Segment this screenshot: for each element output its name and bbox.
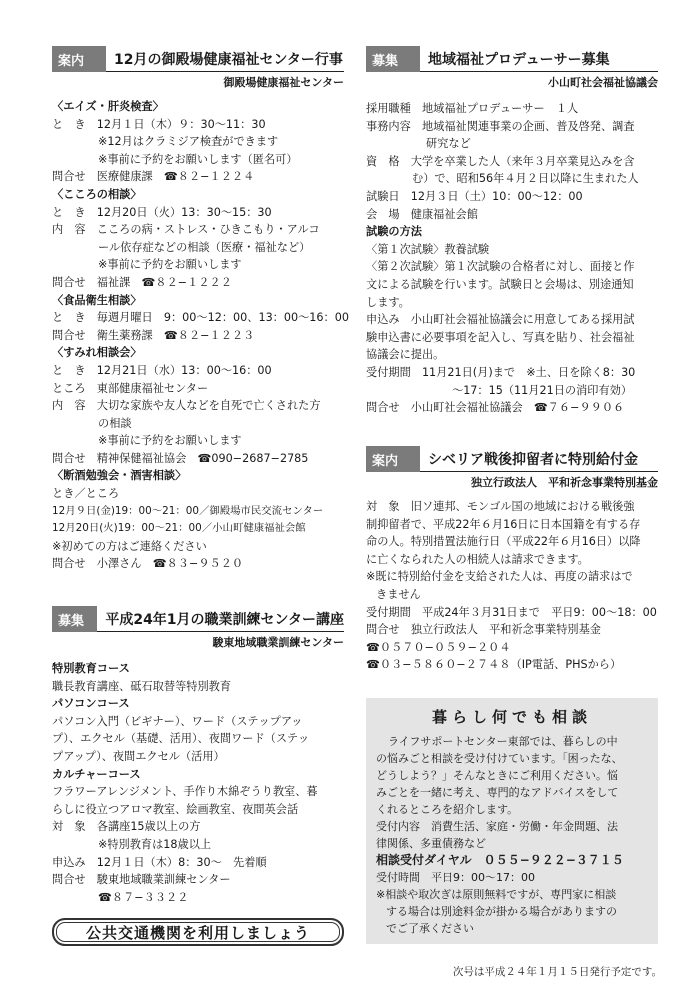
text-line: 対 象 旧ソ連邦、モンゴル国の地域における戦後強 <box>366 500 635 513</box>
heading-danshu: 〈断酒勉強会・酒害相談〉 <box>52 469 187 483</box>
text-line: 問合せ 小山町社会福祉協議会 ☎７６−９９０６ <box>366 401 625 415</box>
public-transport-banner: 公共交通機関を利用しましょう <box>52 918 344 946</box>
text-line: パソコン入門（ビギナー）、ワード（ステップアッ <box>52 714 303 728</box>
section-siberia-benefit <box>366 446 658 674</box>
section-header <box>366 446 658 472</box>
heading-kokoro: 〈こころの相談〉 <box>52 187 142 201</box>
section-tag: 募集 <box>366 46 420 72</box>
text-line: と き 12月21日（水）13：00〜16：00 <box>52 363 272 377</box>
text-line: フラワーアレンジメント、手作り木綿ぞうり教室、暮 <box>52 785 318 799</box>
text-line: ※事前に予約をお願いします <box>98 258 242 272</box>
text-line: プ）、エクセル（基礎、活用）、夜間ワード（ステッ <box>52 732 310 746</box>
text-line: 問合せ 独立行政法人 平和祈念事業特別基金 <box>366 623 601 637</box>
text-line: でご了承ください <box>386 922 474 935</box>
text-line: ール依存症などの相談（医療・福祉など） <box>98 240 311 254</box>
text-line: 問合せ 小澤さん ☎８３−９５２０ <box>52 557 244 571</box>
text-line: 試験日 12月３日（土）10：00〜12：00 <box>366 189 583 203</box>
heading-pc: パソコンコース <box>52 697 130 711</box>
heading-culture: カルチャーコース <box>52 767 141 781</box>
text-line: 申込み 小山町社会福祉協議会に用意してある採用試 <box>366 313 635 327</box>
footer-next-issue: 次号は平成２４年１月１５日発行予定です。 <box>452 966 662 978</box>
heading-sumire: 〈すみれ相談会〉 <box>52 346 142 360</box>
text-line: に亡くなられた人の相続人は請求できます。 <box>366 552 589 566</box>
text-line: ☎８７−３３２２ <box>98 890 189 904</box>
text-line: 受付期間 11月21日(月)まで ※土、日を除く8：30 <box>366 365 636 379</box>
text-line: くれるところを紹介します。 <box>376 803 519 816</box>
section-body <box>52 660 344 906</box>
text-line: 資 格 大学を卒業した人（来年３月卒業見込みを含 <box>366 154 635 168</box>
section-org: 御殿場健康福祉センター <box>223 76 344 89</box>
text-line: 12月９日(金)19：00〜21：00／御殿場市民交流センター <box>52 504 324 517</box>
text-line: どうしよう？」そんなときにご利用ください。悩 <box>376 769 618 782</box>
section-org: 駿東地域職業訓練センター <box>212 636 344 649</box>
text-line: らしに役立つアロマ教室、絵画教室、夜間英会話 <box>52 802 299 816</box>
text-line: 問合せ 衛生薬務課 ☎８２−１２２３ <box>52 328 255 342</box>
text-line: します。 <box>366 295 410 309</box>
text-line: 申込み 12月１日（木）8：30〜 先着順 <box>52 855 267 869</box>
text-line: 〈第２次試験〉第１次試験の合格者に対し、面接と作 <box>366 260 635 274</box>
section-vocational-training <box>52 606 344 906</box>
text-line: と き 12月20日（火）13：30〜15：30 <box>52 205 272 219</box>
text-line: む）で、昭和56年４月２日以降に生まれた人 <box>412 172 639 186</box>
text-line: みごとを一緒に考え、専門的なアドバイスをして <box>376 786 619 799</box>
text-line: 問合せ 精神保健福祉協会 ☎090−2687−2785 <box>52 451 309 465</box>
text-line: ☎０３−５８６０−２７４８（IP電話、PHSから） <box>366 658 622 672</box>
text-line: と き 毎週月曜日 9：00〜12：00、13：00〜16：00 <box>52 311 349 325</box>
text-line: 職長教育講座、砥石取替等特別教育 <box>52 679 232 693</box>
consultation-dial: 相談受付ダイヤル ０５５−９２２−３７１５ <box>376 853 624 867</box>
text-line: 問合せ 駿東地域職業訓練センター <box>52 873 231 887</box>
section-title: 12月の御殿場健康福祉センター行事 <box>106 46 344 72</box>
text-line: とき／ところ <box>52 487 120 501</box>
text-line: 律関係、多重債務など <box>376 837 486 850</box>
section-body <box>366 100 658 417</box>
heading-food: 〈食品衛生相談〉 <box>52 293 142 307</box>
section-title: 平成24年1月の職業訓練センター講座 <box>97 606 344 632</box>
text-line: と き 12月１日（木）９：30〜11：30 <box>52 117 266 131</box>
text-line: プアップ）、夜間エクセル（活用） <box>52 749 225 763</box>
heading-aids: 〈エイズ・肝炎検査〉 <box>52 100 164 113</box>
text-line: 採用職種 地域福祉プロデューサー １人 <box>366 102 579 115</box>
section-org: 独立行政法人 平和祈念事業特別基金 <box>471 476 658 489</box>
text-line: 協議会に提出。 <box>366 348 445 362</box>
text-line: 問合せ 医療健康課 ☎８２−１２２４ <box>52 170 255 184</box>
text-line: 〜17：15（11月21日の消印有効） <box>452 383 633 397</box>
text-line: 受付内容 消費生活、家庭・労働・年金問題、法 <box>376 820 618 833</box>
text-line: ※既に特別給付金を支給された人は、再度の請求はで <box>366 570 633 584</box>
heading-exam-method: 試験の方法 <box>366 225 422 239</box>
text-line: ※12月はクラミジア検査ができます <box>98 135 279 149</box>
section-header <box>366 46 658 72</box>
text-line: の悩みごと相談を受け付けています。「困ったな、 <box>376 752 623 765</box>
section-header <box>52 606 344 632</box>
text-line: ☎０５７０−０５９−２０４ <box>366 640 511 654</box>
text-line: ※特別教育は18歳以上 <box>98 837 212 851</box>
section-gotemba-events <box>52 46 349 573</box>
section-title: シベリア戦後抑留者に特別給付金 <box>420 446 658 472</box>
text-line: ※事前に予約をお願いします（匿名可） <box>98 152 298 166</box>
section-tag: 案内 <box>52 46 106 72</box>
text-line: 験申込書に必要事項を記入し、写真を貼り、社会福祉 <box>366 330 635 344</box>
text-line: 受付期間 平成24年３月31日まで 平日9：00〜18：00 <box>366 605 657 619</box>
heading-special: 特別教育コース <box>52 662 130 675</box>
section-welfare-producer <box>366 46 658 417</box>
section-body <box>366 498 658 674</box>
text-line: 文による試験を行います。試験日と会場は、別途通知 <box>366 277 634 291</box>
text-line: 研究など <box>426 137 471 151</box>
life-consultation-box <box>366 698 658 944</box>
text-line: 12月20日(火)19：00〜21：00／小山町健康福祉会館 <box>52 522 306 535</box>
section-tag: 募集 <box>52 606 97 632</box>
text-line: 対 象 各講座15歳以上の方 <box>52 820 201 834</box>
text-line: ライフサポートセンター東部では、暮らしの中 <box>388 735 618 748</box>
section-tag: 案内 <box>366 446 420 472</box>
section-title: 地域福祉プロデューサー募集 <box>420 46 658 72</box>
text-line: 内 容 大切な家族や友人などを自死で亡くされた方 <box>52 399 321 413</box>
text-line: 命の人。特別措置法施行日（平成22年６月16日）以降 <box>366 535 641 549</box>
text-line: 受付時間 平日9：00〜17：00 <box>376 871 535 884</box>
text-line: 事務内容 地域福祉関連事業の企画、普及啓発、調査 <box>366 119 635 133</box>
text-line: 会 場 健康福祉会館 <box>366 207 478 221</box>
section-body <box>52 98 349 573</box>
text-line: の相談 <box>98 416 132 430</box>
text-line: きません <box>376 587 421 601</box>
section-header <box>52 46 344 72</box>
text-line: 制抑留者で、平成22年６月16日に日本国籍を有する存 <box>366 517 641 531</box>
section-org: 小山町社会福祉協議会 <box>548 76 658 89</box>
text-line: する場合は別途料金が掛かる場合がありますの <box>386 905 617 918</box>
text-line: 問合せ 福祉課 ☎８２−１２２２ <box>52 275 232 289</box>
text-line: ※事前に予約をお願いします <box>98 434 242 448</box>
box-title: 暮らし何でも相談 <box>431 708 592 726</box>
text-line: ところ 東部健康福祉センター <box>52 381 209 395</box>
text-line: ※初めての方はご連絡ください <box>52 539 207 553</box>
text-line: 内 容 こころの病・ストレス・ひきこもり・アルコ <box>52 223 320 237</box>
text-line: 〈第１次試験〉教養試験 <box>366 242 490 256</box>
text-line: ※相談や取次ぎは原則無料ですが、専門家に相談 <box>376 888 617 901</box>
